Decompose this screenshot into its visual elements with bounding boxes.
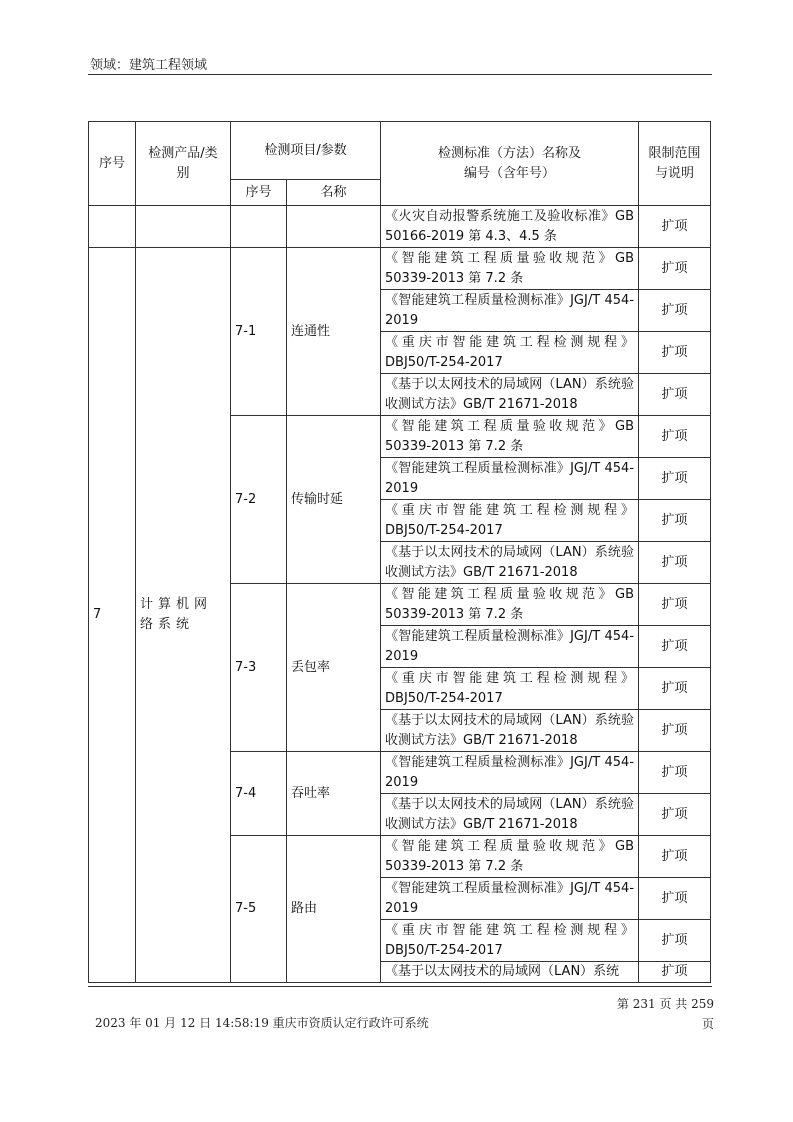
limit-note: 扩项 xyxy=(639,836,711,878)
standard-text: 《智能建筑工程质量检测标准》JGJ/T 454-2019 xyxy=(381,626,639,668)
standard-text: 《重庆市智能建筑工程检测规程》DBJ50/T-254-2017 xyxy=(381,668,639,710)
header-standard-text: 检测标准（方法）名称及编号（含年号） xyxy=(438,145,582,181)
limit-note: 扩项 xyxy=(639,626,711,668)
limit-note: 扩项 xyxy=(639,962,711,983)
header-limit xyxy=(639,122,711,206)
table-body xyxy=(89,122,711,983)
carry-limit: 扩项 xyxy=(639,206,711,248)
standard-text: 《基于以太网技术的局域网（LAN）系统 xyxy=(381,962,639,983)
item-name: 路由 xyxy=(287,836,381,983)
item-number: 7-5 xyxy=(231,836,287,983)
header-divider xyxy=(88,74,712,75)
standard-text: 《智能建筑工程质量验收规范》GB 50339-2013 第 7.2 条 xyxy=(381,584,639,626)
limit-note: 扩项 xyxy=(639,710,711,752)
carry-empty-item-name xyxy=(287,206,381,248)
item-number: 7-1 xyxy=(231,248,287,416)
item-number: 7-4 xyxy=(231,752,287,836)
header-item-seq: 序号 xyxy=(231,180,287,206)
standard-text: 《智能建筑工程质量验收规范》GB 50339-2013 第 7.2 条 xyxy=(381,836,639,878)
footer-divider xyxy=(88,986,712,987)
group-category: 计算机网络系统 xyxy=(136,248,231,983)
standard-text: 《智能建筑工程质量检测标准》JGJ/T 454-2019 xyxy=(381,290,639,332)
footer-page-info: 第 231 页 共 259 页 xyxy=(616,997,714,1031)
limit-note: 扩项 xyxy=(639,374,711,416)
standard-text: 《智能建筑工程质量验收规范》GB 50339-2013 第 7.2 条 xyxy=(381,248,639,290)
carry-standard: 《火灾自动报警系统施工及验收标准》GB 50166-2019 第 4.3、4.5 条 xyxy=(381,206,639,248)
standard-text: 《基于以太网技术的局域网（LAN）系统验收测试方法》GB/T 21671-2018 xyxy=(381,542,639,584)
limit-note: 扩项 xyxy=(639,752,711,794)
limit-note: 扩项 xyxy=(639,290,711,332)
header-seq: 序号 xyxy=(89,122,136,206)
carry-empty-product xyxy=(136,206,231,248)
item-name: 丢包率 xyxy=(287,584,381,752)
table-row xyxy=(89,248,711,290)
header-limit-text: 限制范围与说明 xyxy=(648,145,701,181)
limit-note: 扩项 xyxy=(639,500,711,542)
table-header-row xyxy=(89,122,711,180)
domain-label: 领域：建筑工程领域 xyxy=(90,58,208,73)
header-product xyxy=(136,122,231,206)
limit-note: 扩项 xyxy=(639,248,711,290)
limit-note: 扩项 xyxy=(639,878,711,920)
limit-note: 扩项 xyxy=(639,332,711,374)
footer-timestamp: 2023 年 01 月 12 日 14:58:19 重庆市资质认定行政许可系统 xyxy=(95,1016,429,1030)
standard-text: 《基于以太网技术的局域网（LAN）系统验收测试方法》GB/T 21671-2018 xyxy=(381,710,639,752)
header-item-group: 检测项目/参数 xyxy=(231,122,381,180)
group-seq: 7 xyxy=(89,248,136,983)
item-number: 7-2 xyxy=(231,416,287,584)
item-name: 连通性 xyxy=(287,248,381,416)
header-product-text: 检测产品/类别 xyxy=(148,145,218,181)
standard-text: 《智能建筑工程质量检测标准》JGJ/T 454-2019 xyxy=(381,752,639,794)
carry-over-row xyxy=(89,206,711,248)
standard-text: 《基于以太网技术的局域网（LAN）系统验收测试方法》GB/T 21671-2018 xyxy=(381,374,639,416)
standard-text: 《智能建筑工程质量验收规范》GB 50339-2013 第 7.2 条 xyxy=(381,416,639,458)
limit-note: 扩项 xyxy=(639,584,711,626)
standards-table xyxy=(88,121,711,983)
header-standard xyxy=(381,122,639,206)
standard-text: 《智能建筑工程质量检测标准》JGJ/T 454-2019 xyxy=(381,878,639,920)
limit-note: 扩项 xyxy=(639,920,711,962)
item-number: 7-3 xyxy=(231,584,287,752)
standard-text: 《重庆市智能建筑工程检测规程》DBJ50/T-254-2017 xyxy=(381,332,639,374)
limit-note: 扩项 xyxy=(639,416,711,458)
limit-note: 扩项 xyxy=(639,542,711,584)
carry-empty-seq xyxy=(89,206,136,248)
item-name: 传输时延 xyxy=(287,416,381,584)
carry-empty-item-seq xyxy=(231,206,287,248)
header-item-name: 名称 xyxy=(287,180,381,206)
standard-text: 《重庆市智能建筑工程检测规程》DBJ50/T-254-2017 xyxy=(381,920,639,962)
limit-note: 扩项 xyxy=(639,458,711,500)
standard-text: 《重庆市智能建筑工程检测规程》DBJ50/T-254-2017 xyxy=(381,500,639,542)
standard-text: 《智能建筑工程质量检测标准》JGJ/T 454-2019 xyxy=(381,458,639,500)
limit-note: 扩项 xyxy=(639,794,711,836)
limit-note: 扩项 xyxy=(639,668,711,710)
item-name: 吞吐率 xyxy=(287,752,381,836)
standard-text: 《基于以太网技术的局域网（LAN）系统验收测试方法》GB/T 21671-2018 xyxy=(381,794,639,836)
